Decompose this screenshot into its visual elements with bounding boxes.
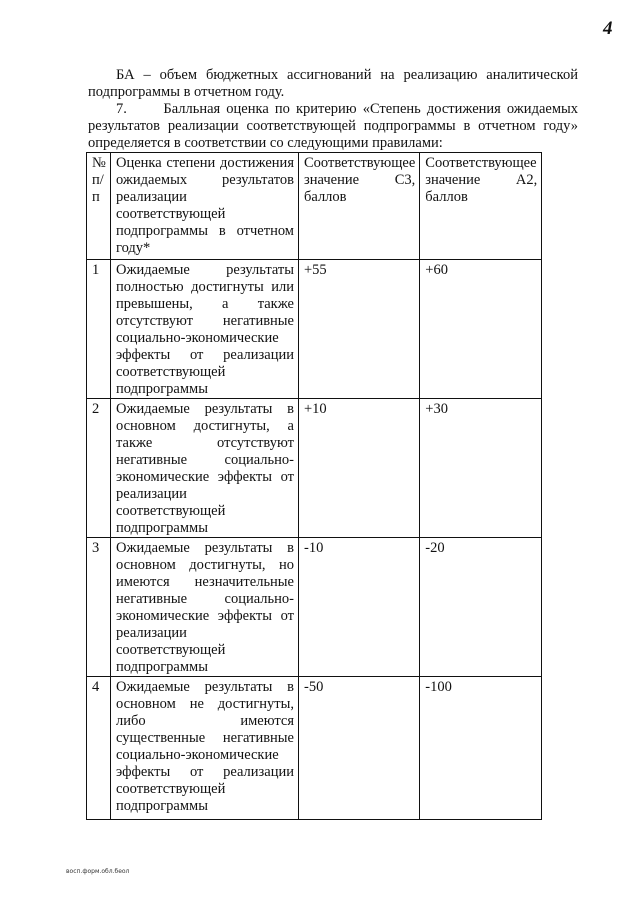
table-row — [87, 677, 542, 820]
row-a2-value: -100 — [420, 677, 542, 820]
row-c3-value: +55 — [299, 260, 420, 399]
row-number: 2 — [87, 399, 111, 538]
paragraph-7-number: 7. — [116, 101, 127, 117]
header-assessment: Оценка степени достижения ожидаемых результатов реализации соответствующей подпрограммы в отчетном году* — [111, 153, 299, 260]
row-a2-value: +30 — [420, 399, 542, 538]
row-number: 1 — [87, 260, 111, 399]
table-header-row — [87, 153, 542, 260]
header-a2: Соответствующее значение А2, баллов — [420, 153, 542, 260]
paragraph-ba-text: БА – объем бюджетных ассигнований на реализацию аналитической подпрограммы в отчетном году. — [88, 67, 578, 100]
row-assessment: Ожидаемые результаты в основном не достигнуты, либо имеются существенные негативные социально-экономические эффекты от реализации соответствующей подпрограммы — [111, 677, 299, 820]
row-c3-value: -50 — [299, 677, 420, 820]
row-a2-value: -20 — [420, 538, 542, 677]
row-assessment: Ожидаемые результаты в основном достигнуты, а также отсутствуют негативные социально-экономические эффекты от реализации соответствующей подпрограммы — [111, 399, 299, 538]
row-a2-value: +60 — [420, 260, 542, 399]
page-number: 4 — [603, 18, 613, 39]
row-c3-value: -10 — [299, 538, 420, 677]
scoring-rules-table — [86, 152, 542, 820]
table-row — [87, 538, 542, 677]
row-assessment: Ожидаемые результаты полностью достигнуты или превышены, а также отсутствуют негативные социально-экономические эффекты от реализации соответствующей подпрограммы — [111, 260, 299, 399]
header-number: № п/п — [87, 153, 111, 260]
row-assessment: Ожидаемые результаты в основном достигнуты, но имеются незначительные негативные социально-экономические эффекты от реализации соответствующей подпрограммы — [111, 538, 299, 677]
header-c3: Соответствующее значение С3, баллов — [299, 153, 420, 260]
paragraph-ba-definition — [88, 67, 578, 101]
paragraph-7-text: Балльная оценка по критерию «Степень достижения ожидаемых результатов реализации соответствующей подпрограммы в отчетном году» определяется в соответствии со следующими правилами: — [88, 101, 578, 151]
paragraph-7 — [88, 101, 578, 152]
row-c3-value: +10 — [299, 399, 420, 538]
table-row — [87, 260, 542, 399]
row-number: 3 — [87, 538, 111, 677]
table-row — [87, 399, 542, 538]
footer-stamp: восп.форм.обл.беол — [66, 868, 130, 875]
row-number: 4 — [87, 677, 111, 820]
